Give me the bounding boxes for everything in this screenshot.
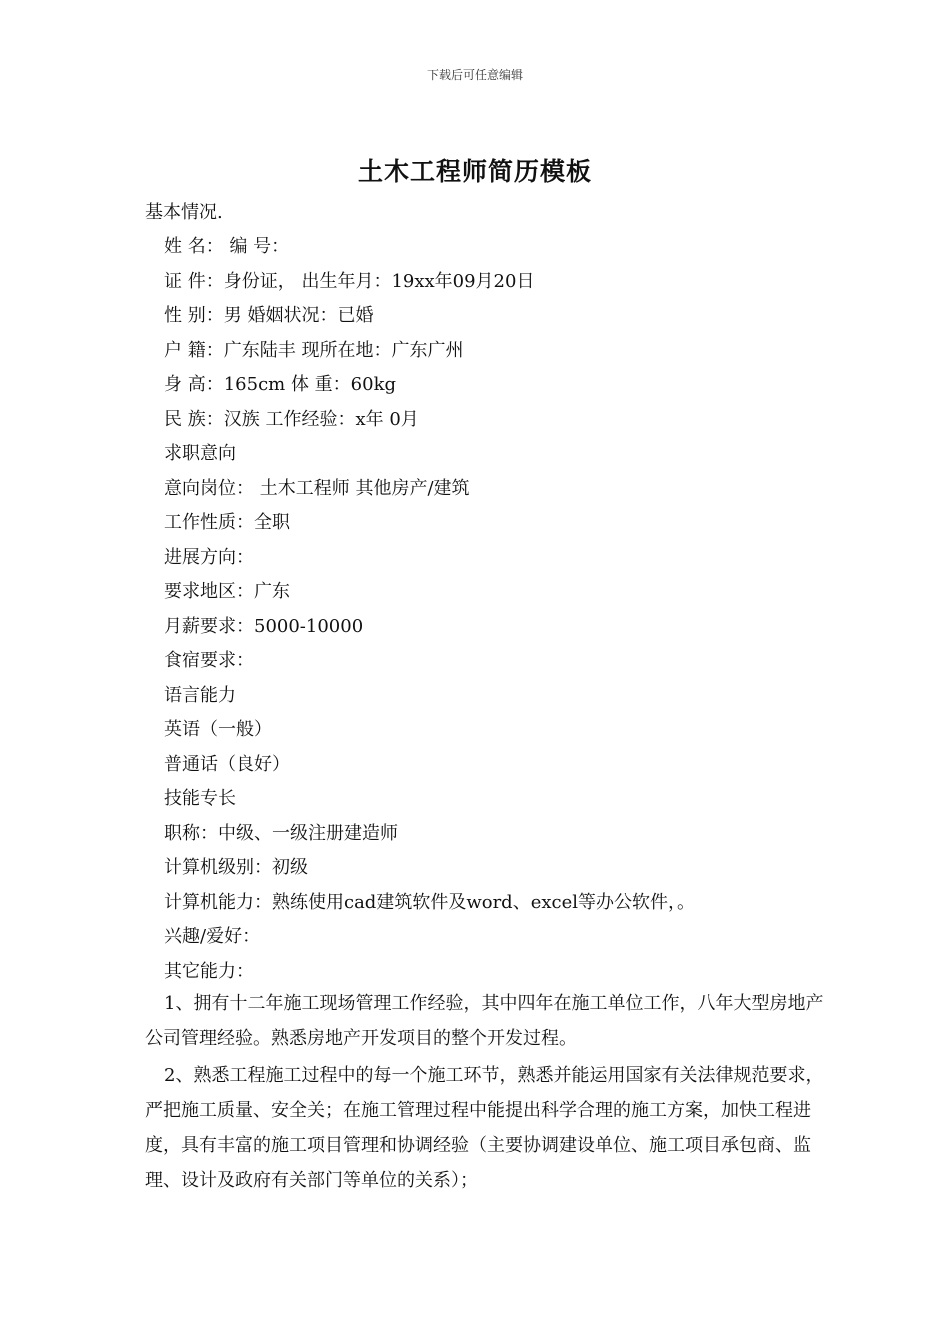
resume-lines — [164, 230, 844, 989]
line-computer-ability: 计算机能力：熟练使用cad建筑软件及word、excel等办公软件，。 — [164, 891, 695, 913]
line-desired-position: 意向岗位： 土木工程师 其他房产/建筑 — [164, 477, 470, 499]
heading-skills: 技能专长 — [164, 788, 236, 809]
section-heading-basic: 基本情况. — [145, 202, 223, 223]
heading-language: 语言能力 — [164, 684, 236, 706]
line-ethnicity-experience: 民 族：汉族 工作经验：x年 0月 — [164, 408, 419, 430]
line-accommodation: 食宿要求： — [164, 650, 254, 671]
line-job-type: 工作性质：全职 — [164, 512, 290, 533]
document-title: 土木工程师简历模板 — [357, 157, 592, 186]
line-other-abilities: 其它能力： — [164, 960, 254, 982]
paragraph-ability-1: 1、拥有十二年施工现场管理工作经验，其中四年在施工单位工作，八年大型房地产公司管理经验。熟悉房地产开发项目的整个开发过程。 — [145, 993, 824, 1049]
page-header-note: 下载后可任意编辑 — [426, 68, 523, 82]
line-household-residence: 户 籍：广东陆丰 现所在地：广东广州 — [164, 339, 464, 361]
line-salary: 月薪要求：5000-10000 — [164, 615, 364, 637]
line-english: 英语（一般） — [164, 719, 272, 740]
line-development-direction: 进展方向： — [164, 546, 254, 568]
line-name-id: 姓 名： 编 号： — [164, 236, 290, 257]
line-hobbies: 兴趣/爱好： — [164, 926, 261, 947]
paragraph-ability-2: 2、熟悉工程施工过程中的每一个施工环节，熟悉并能运用国家有关法律规范要求，严把施工质量、安全关；在施工管理过程中能提出科学合理的施工方案，加快工程进度，具有丰富的施工项目管理和协调经验（主要协调建设单位、施工项目承包商、监理、设计及政府有关部门等单位的关系）； — [145, 1065, 824, 1191]
line-height-weight: 身 高：165cm 体 重：60kg — [164, 374, 397, 395]
line-title: 职称：中级、一级注册建造师 — [164, 822, 398, 844]
heading-job-intention: 求职意向 — [164, 443, 236, 464]
line-computer-level: 计算机级别：初级 — [164, 857, 308, 878]
line-required-region: 要求地区：广东 — [164, 581, 290, 602]
line-gender-marital: 性 别：男 婚姻状况：已婚 — [164, 305, 374, 326]
line-mandarin: 普通话（良好） — [164, 753, 290, 775]
line-id-birth: 证 件：身份证， 出生年月：19xx年09月20日 — [164, 270, 535, 292]
